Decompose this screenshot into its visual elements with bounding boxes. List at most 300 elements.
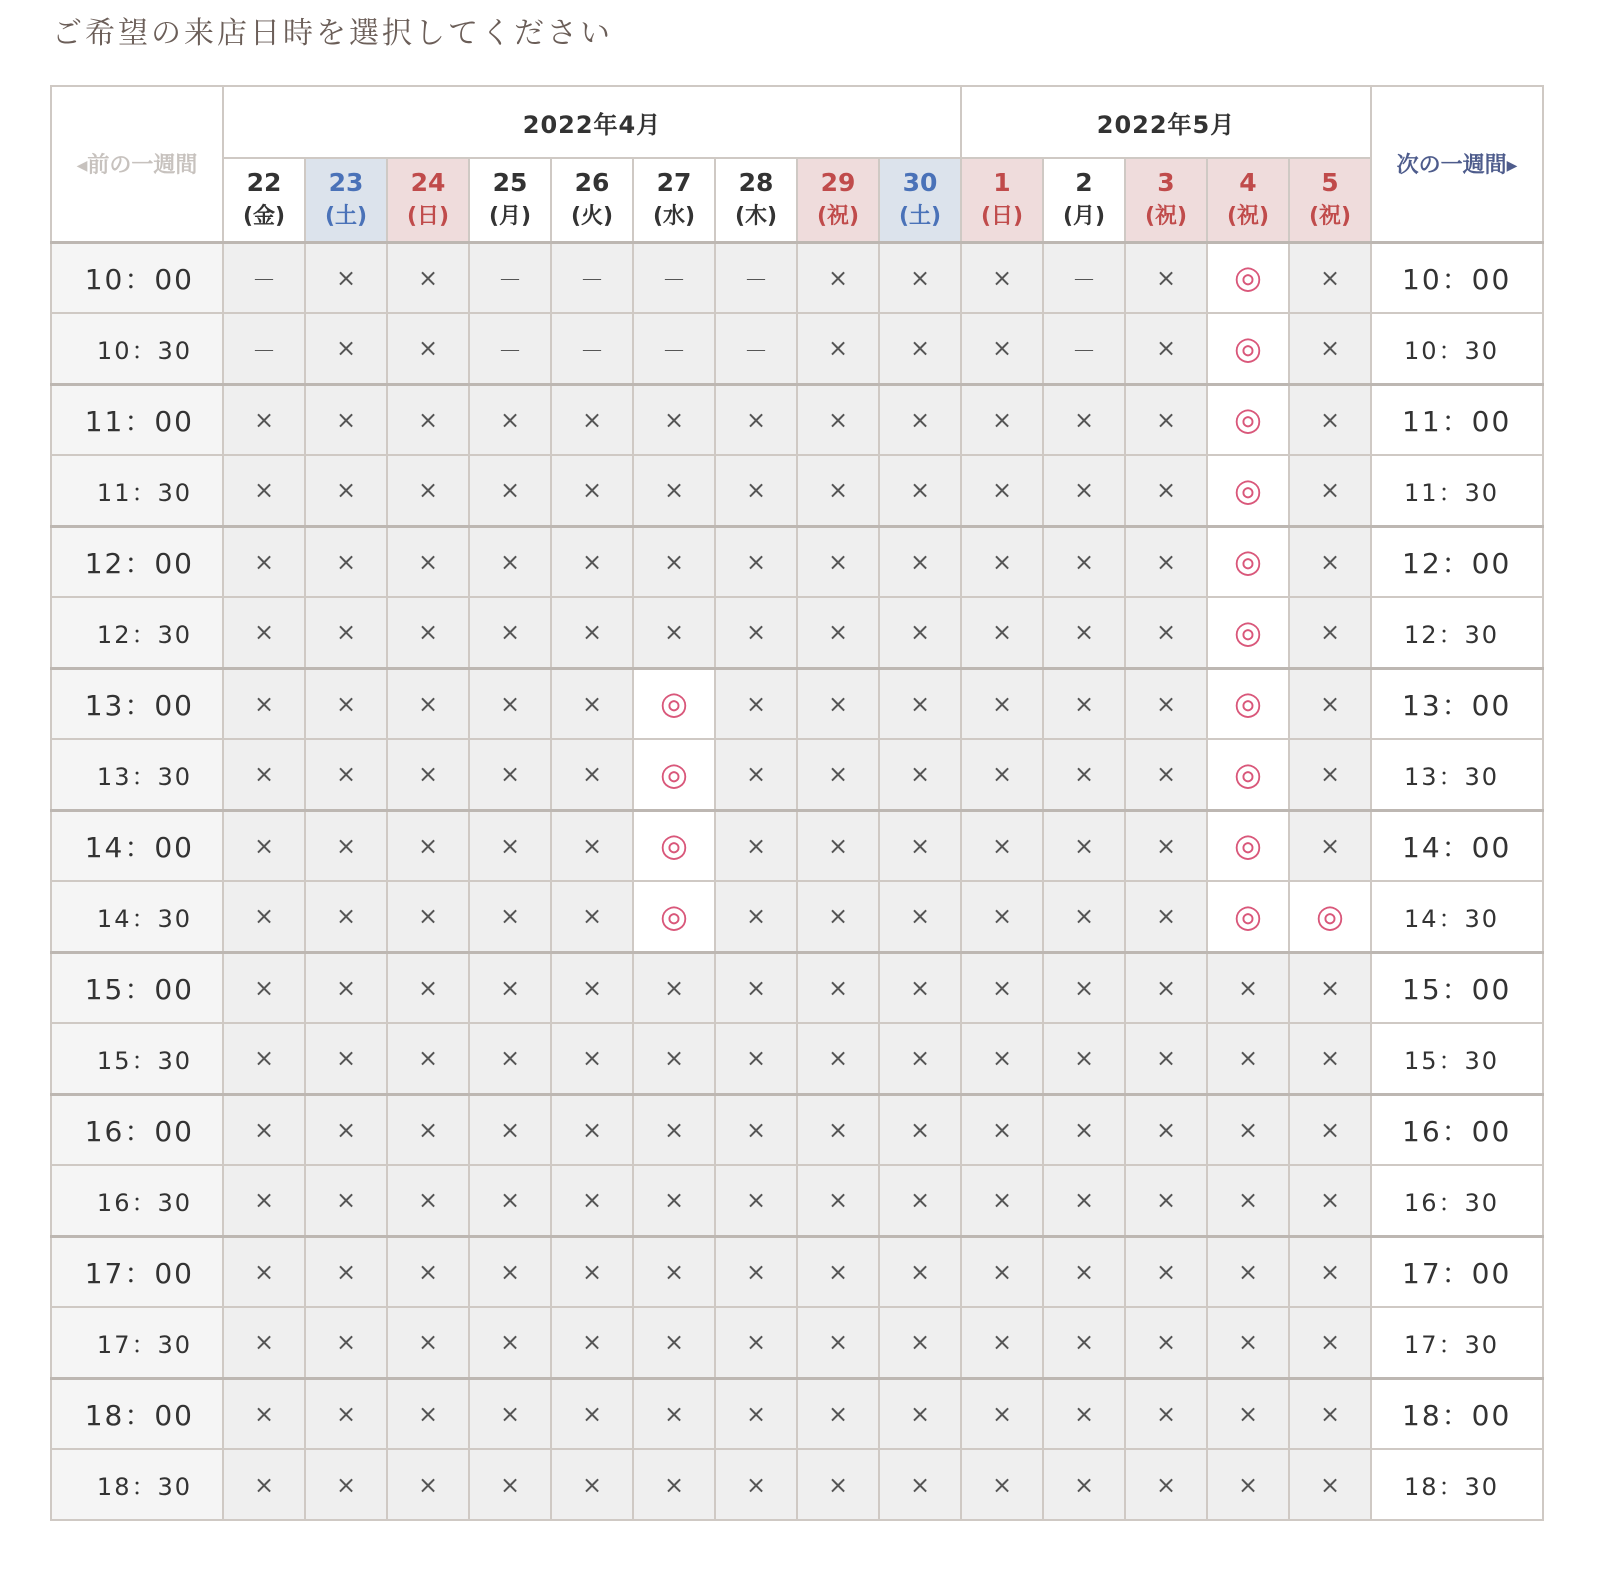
slot-full: [1125, 1378, 1207, 1449]
unavailable-mark: ×: [335, 618, 357, 647]
unavailable-mark: ×: [499, 902, 521, 931]
slot-full: [1043, 1378, 1125, 1449]
time-slot-row: [51, 739, 1543, 810]
slot-full: [879, 313, 961, 384]
slot-closed: [633, 242, 715, 313]
unavailable-mark: ×: [663, 476, 685, 505]
slot-full: [469, 739, 551, 810]
unavailable-mark: ×: [1073, 476, 1095, 505]
available-mark: ◎: [1234, 896, 1262, 935]
slot-full: [551, 1023, 633, 1094]
slot-full: [797, 1449, 879, 1520]
day-weekday: (水): [652, 203, 696, 229]
unavailable-mark: ×: [827, 689, 849, 718]
slot-full: [305, 455, 387, 526]
available-mark: ◎: [1234, 612, 1262, 651]
slot-full: [469, 1236, 551, 1307]
slot-closed: [715, 313, 797, 384]
unavailable-mark: ×: [253, 831, 275, 860]
slot-full: [1043, 952, 1125, 1023]
day-date: 5: [1321, 167, 1339, 197]
unavailable-mark: ×: [1319, 263, 1341, 292]
slot-available[interactable]: [633, 881, 715, 952]
time-label: 11：00: [1371, 384, 1543, 455]
slot-full: [1043, 455, 1125, 526]
time-label: 10：00: [51, 242, 223, 313]
unavailable-mark: ×: [663, 1257, 685, 1286]
slot-closed: [633, 313, 715, 384]
slot-full: [715, 810, 797, 881]
available-mark: ◎: [1234, 470, 1262, 509]
slot-full: [633, 1165, 715, 1236]
unavailable-mark: ×: [991, 1470, 1013, 1499]
unavailable-mark: ×: [581, 1186, 603, 1215]
unavailable-mark: ×: [1073, 405, 1095, 434]
day-header: [469, 158, 551, 242]
slot-full: [1125, 810, 1207, 881]
slot-full: [387, 739, 469, 810]
unavailable-mark: ×: [253, 902, 275, 931]
unavailable-mark: ×: [1155, 334, 1177, 363]
unavailable-mark: ×: [1155, 902, 1177, 931]
unavailable-mark: ×: [417, 902, 439, 931]
unavailable-mark: ×: [581, 547, 603, 576]
unavailable-mark: ×: [1237, 1186, 1259, 1215]
slot-full: [1207, 1449, 1289, 1520]
unavailable-mark: ×: [417, 547, 439, 576]
unavailable-mark: ×: [417, 973, 439, 1002]
slot-full: [305, 1236, 387, 1307]
slot-full: [1125, 739, 1207, 810]
slot-full: [1289, 1236, 1371, 1307]
unavailable-mark: ×: [745, 1399, 767, 1428]
slot-full: [469, 455, 551, 526]
slot-full: [879, 597, 961, 668]
unavailable-mark: ×: [1155, 1044, 1177, 1073]
day-date: 27: [656, 167, 692, 197]
unavailable-mark: ×: [663, 1044, 685, 1073]
time-label: 18：00: [1371, 1378, 1543, 1449]
unavailable-mark: ×: [581, 1399, 603, 1428]
available-mark: ◎: [1234, 400, 1262, 439]
slot-full: [387, 952, 469, 1023]
slot-available[interactable]: [633, 739, 715, 810]
time-slot-row: [51, 1449, 1543, 1520]
unavailable-mark: ×: [1319, 405, 1341, 434]
unavailable-mark: ×: [745, 1044, 767, 1073]
slot-full: [1043, 526, 1125, 597]
unavailable-mark: ×: [417, 831, 439, 860]
unavailable-mark: ×: [581, 1257, 603, 1286]
slot-full: [223, 668, 305, 739]
slot-full: [1125, 668, 1207, 739]
slot-full: [305, 952, 387, 1023]
day-header: [1207, 158, 1289, 242]
prev-week-link[interactable]: [51, 86, 223, 242]
slot-full: [1125, 1449, 1207, 1520]
time-label: 15：30: [1371, 1023, 1543, 1094]
time-label: 13：30: [1371, 739, 1543, 810]
unavailable-mark: ×: [827, 405, 849, 434]
slot-full: [551, 739, 633, 810]
slot-full: [551, 1449, 633, 1520]
available-mark: ◎: [1234, 542, 1262, 581]
time-label: 13：30: [51, 739, 223, 810]
slot-available[interactable]: [1207, 526, 1289, 597]
slot-available[interactable]: [1207, 384, 1289, 455]
slot-full: [387, 668, 469, 739]
slot-full: [1207, 1165, 1289, 1236]
unavailable-mark: ×: [253, 1328, 275, 1357]
unavailable-mark: ×: [417, 405, 439, 434]
day-date: 1: [993, 167, 1011, 197]
unavailable-mark: ×: [745, 689, 767, 718]
slot-full: [797, 1023, 879, 1094]
unavailable-mark: －: [662, 336, 686, 365]
slot-full: [551, 1307, 633, 1378]
unavailable-mark: ×: [1155, 1328, 1177, 1357]
unavailable-mark: ×: [335, 973, 357, 1002]
slot-full: [633, 384, 715, 455]
slot-full: [551, 1165, 633, 1236]
slot-full: [1289, 810, 1371, 881]
unavailable-mark: －: [498, 336, 522, 365]
time-label: 17：30: [51, 1307, 223, 1378]
slot-available[interactable]: [633, 668, 715, 739]
available-mark: ◎: [1316, 896, 1344, 935]
slot-full: [223, 1023, 305, 1094]
unavailable-mark: ×: [663, 1328, 685, 1357]
unavailable-mark: ×: [663, 547, 685, 576]
unavailable-mark: ×: [1155, 405, 1177, 434]
slot-available[interactable]: [1207, 739, 1289, 810]
unavailable-mark: ×: [581, 973, 603, 1002]
slot-full: [387, 810, 469, 881]
unavailable-mark: ×: [1073, 973, 1095, 1002]
available-mark: ◎: [660, 896, 688, 935]
unavailable-mark: ×: [1319, 334, 1341, 363]
day-weekday: (祝): [816, 203, 860, 229]
slot-full: [387, 384, 469, 455]
slot-full: [961, 384, 1043, 455]
slot-full: [305, 1378, 387, 1449]
day-date: 25: [492, 167, 528, 197]
slot-full: [879, 1449, 961, 1520]
slot-full: [551, 597, 633, 668]
time-label: 11：00: [51, 384, 223, 455]
slot-full: [387, 1236, 469, 1307]
unavailable-mark: ×: [581, 1044, 603, 1073]
unavailable-mark: －: [1072, 336, 1096, 365]
unavailable-mark: ×: [1073, 547, 1095, 576]
unavailable-mark: ×: [745, 1328, 767, 1357]
slot-full: [961, 881, 1043, 952]
slot-full: [223, 1307, 305, 1378]
day-header: [387, 158, 469, 242]
slot-full: [879, 1023, 961, 1094]
slot-full: [879, 952, 961, 1023]
time-slot-row: [51, 668, 1543, 739]
unavailable-mark: ×: [499, 973, 521, 1002]
time-slot-row: [51, 881, 1543, 952]
slot-closed: [223, 313, 305, 384]
slot-full: [469, 810, 551, 881]
slot-available[interactable]: [1207, 668, 1289, 739]
unavailable-mark: ×: [417, 760, 439, 789]
slot-full: [797, 881, 879, 952]
slot-full: [305, 1449, 387, 1520]
unavailable-mark: ×: [581, 760, 603, 789]
unavailable-mark: ×: [335, 1115, 357, 1144]
unavailable-mark: ×: [1155, 1257, 1177, 1286]
slot-full: [961, 739, 1043, 810]
unavailable-mark: ×: [335, 760, 357, 789]
day-header: [961, 158, 1043, 242]
unavailable-mark: ×: [417, 689, 439, 718]
slot-closed: [223, 242, 305, 313]
slot-full: [961, 597, 1043, 668]
unavailable-mark: ×: [909, 1399, 931, 1428]
available-mark: ◎: [660, 826, 688, 865]
slot-full: [1289, 1023, 1371, 1094]
slot-available[interactable]: [1207, 313, 1289, 384]
time-label: 15：30: [51, 1023, 223, 1094]
slot-full: [715, 739, 797, 810]
unavailable-mark: ×: [253, 547, 275, 576]
unavailable-mark: ×: [909, 547, 931, 576]
day-weekday: (日): [980, 203, 1024, 229]
unavailable-mark: ×: [1073, 1399, 1095, 1428]
unavailable-mark: ×: [335, 334, 357, 363]
unavailable-mark: ×: [1073, 1257, 1095, 1286]
available-mark: ◎: [660, 684, 688, 723]
unavailable-mark: ×: [909, 405, 931, 434]
triangle-left-icon: ◀: [76, 158, 88, 175]
slot-full: [223, 1094, 305, 1165]
unavailable-mark: ×: [1319, 1115, 1341, 1144]
unavailable-mark: ×: [335, 263, 357, 292]
unavailable-mark: ×: [1155, 831, 1177, 860]
slot-full: [551, 1094, 633, 1165]
slot-available[interactable]: [1207, 881, 1289, 952]
time-label: 17：00: [1371, 1236, 1543, 1307]
day-header: [223, 158, 305, 242]
slot-full: [223, 810, 305, 881]
unavailable-mark: ×: [417, 1399, 439, 1428]
unavailable-mark: ×: [1319, 1399, 1341, 1428]
slot-full: [1043, 1307, 1125, 1378]
unavailable-mark: ×: [335, 902, 357, 931]
slot-full: [1125, 1236, 1207, 1307]
slot-full: [879, 1378, 961, 1449]
unavailable-mark: －: [744, 336, 768, 365]
slot-available[interactable]: [633, 810, 715, 881]
unavailable-mark: ×: [909, 263, 931, 292]
unavailable-mark: ×: [1237, 1470, 1259, 1499]
slot-full: [879, 1307, 961, 1378]
unavailable-mark: ×: [991, 1044, 1013, 1073]
slot-full: [961, 1094, 1043, 1165]
slot-full: [633, 597, 715, 668]
slot-full: [879, 384, 961, 455]
slot-full: [1289, 242, 1371, 313]
time-label: 18：30: [1371, 1449, 1543, 1520]
time-label: 14：30: [51, 881, 223, 952]
unavailable-mark: ×: [991, 1186, 1013, 1215]
slot-full: [1125, 1165, 1207, 1236]
slot-closed: [469, 242, 551, 313]
unavailable-mark: ×: [745, 760, 767, 789]
slot-available[interactable]: [1207, 455, 1289, 526]
slot-full: [469, 1378, 551, 1449]
slot-full: [305, 1023, 387, 1094]
slot-full: [797, 1236, 879, 1307]
day-header: [797, 158, 879, 242]
time-slot-row: [51, 526, 1543, 597]
slot-full: [961, 455, 1043, 526]
prev-week-label: 前の一週間: [87, 153, 198, 179]
slot-full: [879, 526, 961, 597]
slot-full: [879, 810, 961, 881]
unavailable-mark: －: [1072, 266, 1096, 295]
slot-full: [305, 739, 387, 810]
unavailable-mark: ×: [335, 405, 357, 434]
unavailable-mark: ×: [499, 618, 521, 647]
unavailable-mark: ×: [1237, 1399, 1259, 1428]
unavailable-mark: ×: [1237, 1044, 1259, 1073]
slot-full: [1043, 668, 1125, 739]
slot-full: [1125, 455, 1207, 526]
unavailable-mark: ×: [1155, 973, 1177, 1002]
slot-full: [1125, 1307, 1207, 1378]
slot-full: [1125, 1094, 1207, 1165]
unavailable-mark: ×: [253, 1186, 275, 1215]
slot-full: [1289, 739, 1371, 810]
available-mark: ◎: [1234, 684, 1262, 723]
slot-full: [961, 526, 1043, 597]
unavailable-mark: ×: [499, 1044, 521, 1073]
unavailable-mark: ×: [745, 405, 767, 434]
day-weekday: (祝): [1144, 203, 1188, 229]
unavailable-mark: ×: [581, 1328, 603, 1357]
unavailable-mark: ×: [1319, 618, 1341, 647]
unavailable-mark: ×: [1073, 1115, 1095, 1144]
unavailable-mark: ×: [827, 547, 849, 576]
day-date: 26: [574, 167, 610, 197]
slot-full: [961, 1378, 1043, 1449]
unavailable-mark: ×: [991, 831, 1013, 860]
slot-full: [1207, 1094, 1289, 1165]
slot-full: [797, 952, 879, 1023]
slot-full: [305, 1094, 387, 1165]
unavailable-mark: ×: [499, 476, 521, 505]
unavailable-mark: ×: [1237, 973, 1259, 1002]
slot-full: [469, 1449, 551, 1520]
slot-full: [305, 526, 387, 597]
slot-full: [715, 455, 797, 526]
slot-full: [223, 597, 305, 668]
time-label: 18：00: [51, 1378, 223, 1449]
unavailable-mark: ×: [909, 1328, 931, 1357]
day-header-row: [51, 158, 1543, 242]
unavailable-mark: ×: [745, 1186, 767, 1215]
unavailable-mark: ×: [909, 334, 931, 363]
unavailable-mark: ×: [827, 831, 849, 860]
unavailable-mark: －: [662, 266, 686, 295]
unavailable-mark: ×: [335, 547, 357, 576]
slot-full: [1125, 952, 1207, 1023]
unavailable-mark: ×: [1319, 547, 1341, 576]
slot-full: [1043, 810, 1125, 881]
unavailable-mark: ×: [909, 1115, 931, 1144]
slot-full: [879, 455, 961, 526]
time-slot-row: [51, 455, 1543, 526]
unavailable-mark: ×: [1073, 831, 1095, 860]
slot-available[interactable]: [1207, 810, 1289, 881]
slot-full: [715, 1449, 797, 1520]
unavailable-mark: ×: [827, 1470, 849, 1499]
slot-available[interactable]: [1207, 597, 1289, 668]
unavailable-mark: ×: [253, 1044, 275, 1073]
unavailable-mark: ×: [1155, 547, 1177, 576]
slot-full: [1043, 384, 1125, 455]
unavailable-mark: ×: [909, 689, 931, 718]
slot-full: [469, 526, 551, 597]
slot-full: [387, 242, 469, 313]
unavailable-mark: ×: [253, 476, 275, 505]
slot-full: [1043, 1094, 1125, 1165]
slot-full: [1207, 1307, 1289, 1378]
day-weekday: (火): [570, 203, 614, 229]
unavailable-mark: ×: [499, 689, 521, 718]
slot-full: [633, 1023, 715, 1094]
slot-full: [797, 810, 879, 881]
time-label: 13：00: [51, 668, 223, 739]
slot-available[interactable]: [1289, 881, 1371, 952]
unavailable-mark: ×: [1073, 1470, 1095, 1499]
slot-full: [551, 526, 633, 597]
slot-full: [633, 1236, 715, 1307]
slot-full: [1207, 1236, 1289, 1307]
slot-closed: [551, 313, 633, 384]
slot-full: [551, 668, 633, 739]
slot-full: [961, 1023, 1043, 1094]
slot-available[interactable]: [1207, 242, 1289, 313]
slot-full: [961, 668, 1043, 739]
unavailable-mark: ×: [991, 334, 1013, 363]
unavailable-mark: ×: [335, 689, 357, 718]
slot-full: [1207, 952, 1289, 1023]
unavailable-mark: ×: [1237, 1257, 1259, 1286]
slot-full: [551, 455, 633, 526]
unavailable-mark: ×: [909, 1470, 931, 1499]
unavailable-mark: ×: [417, 334, 439, 363]
day-date: 30: [902, 167, 938, 197]
next-week-link[interactable]: [1371, 86, 1543, 242]
unavailable-mark: ×: [909, 1044, 931, 1073]
day-weekday: (土): [898, 203, 942, 229]
slot-full: [551, 881, 633, 952]
slot-full: [879, 1236, 961, 1307]
triangle-right-icon: ▶: [1506, 158, 1518, 175]
unavailable-mark: ×: [827, 1044, 849, 1073]
day-header: [1043, 158, 1125, 242]
unavailable-mark: ×: [335, 1328, 357, 1357]
unavailable-mark: ×: [1073, 1328, 1095, 1357]
slot-full: [1207, 1378, 1289, 1449]
unavailable-mark: ×: [417, 1115, 439, 1144]
slot-full: [797, 526, 879, 597]
